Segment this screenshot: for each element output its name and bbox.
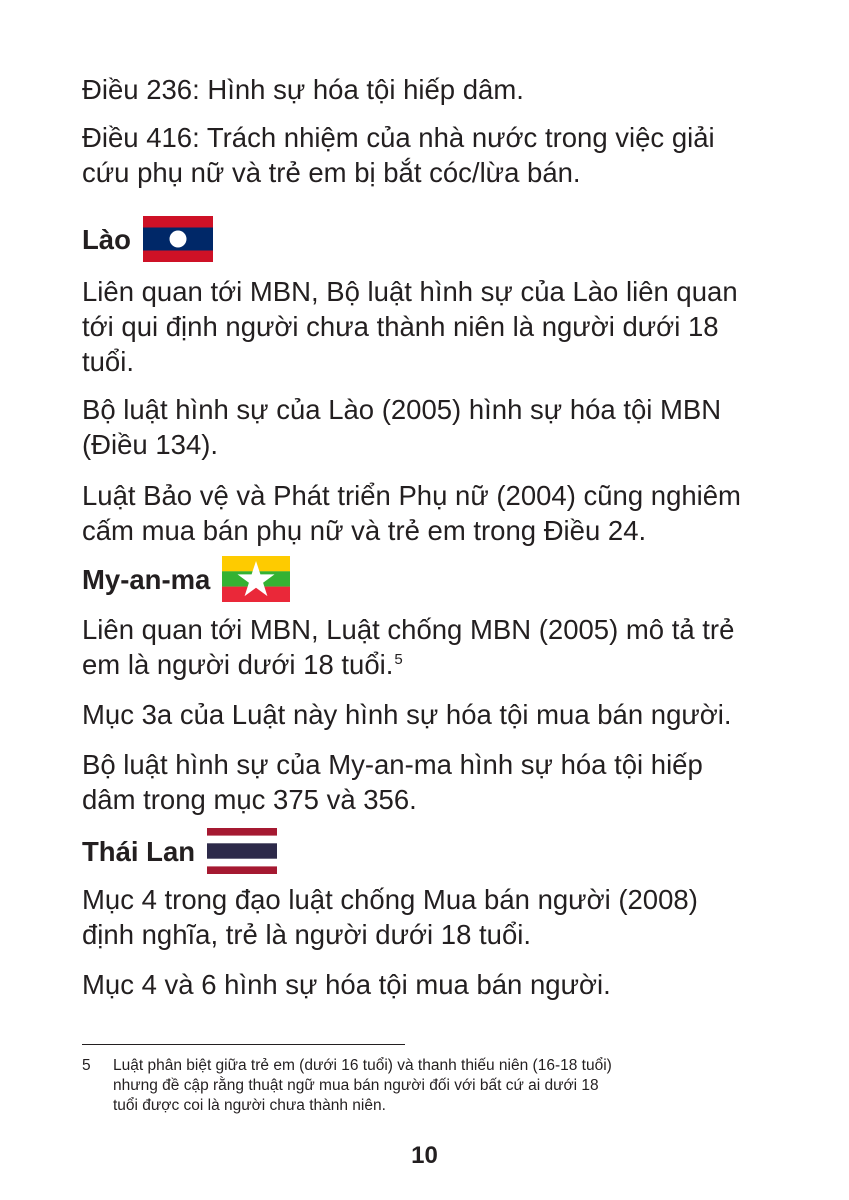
laos-p3-line-2: cấm mua bán phụ nữ và trẻ em trong Điều 24. xyxy=(82,515,647,546)
thailand-paragraph-1 xyxy=(82,882,782,952)
thailand-flag-icon xyxy=(207,828,277,874)
thailand-p1-line-2: định nghĩa, trẻ là người dưới 18 tuổi. xyxy=(82,919,531,950)
laos-p2-line-1: Bộ luật hình sự của Lào (2005) hình sự hóa tội MBN xyxy=(82,394,722,425)
footnote-line-1: Luật phân biệt giữa trẻ em (dưới 16 tuổi) và thanh thiếu niên (16-18 tuổi) xyxy=(113,1057,612,1074)
myanmar-p1-line-1: Liên quan tới MBN, Luật chống MBN (2005) mô tả trẻ xyxy=(82,614,735,645)
laos-p2-line-2: (Điều 134). xyxy=(82,429,219,460)
laos-paragraph-2 xyxy=(82,392,782,462)
article-416-paragraph xyxy=(82,120,782,190)
myanmar-p1-line-2: em là người dưới 18 tuổi. xyxy=(82,649,394,680)
laos-p3-line-1: Luật Bảo vệ và Phát triển Phụ nữ (2004) cũng nghiêm xyxy=(82,480,741,511)
article-416-line-1: Điều 416: Trách nhiệm của nhà nước trong việc giải xyxy=(82,122,715,153)
article-236-paragraph xyxy=(82,72,782,107)
article-236-text: Điều 236: Hình sự hóa tội hiếp dâm. xyxy=(82,74,524,105)
laos-paragraph-3 xyxy=(82,478,782,548)
myanmar-heading xyxy=(82,556,290,602)
myanmar-p3-line-2: dâm trong mục 375 và 356. xyxy=(82,784,417,815)
myanmar-p2-text: Mục 3a của Luật này hình sự hóa tội mua bán người. xyxy=(82,699,732,730)
laos-p1-line-1: Liên quan tới MBN, Bộ luật hình sự của Lào liên quan xyxy=(82,276,738,307)
myanmar-paragraph-3 xyxy=(82,747,782,817)
footnote-reference: 5 xyxy=(394,651,403,668)
laos-flag-icon xyxy=(143,216,213,262)
article-416-line-2: cứu phụ nữ và trẻ em bị bắt cóc/lừa bán. xyxy=(82,157,581,188)
thailand-p1-line-1: Mục 4 trong đạo luật chống Mua bán người (2008) xyxy=(82,884,698,915)
laos-heading xyxy=(82,216,213,262)
footnote-line-2: nhưng đề cập rằng thuật ngữ mua bán người đối với bất cứ ai dưới 18 xyxy=(113,1077,599,1094)
thailand-paragraph-2 xyxy=(82,967,782,1002)
thailand-p2-text: Mục 4 và 6 hình sự hóa tội mua bán người. xyxy=(82,969,611,1000)
footnote-line-3: tuổi được coi là người chưa thành niên. xyxy=(113,1097,386,1114)
thailand-heading xyxy=(82,828,277,874)
laos-p1-line-2: tới qui định người chưa thành niên là người dưới 18 xyxy=(82,311,719,342)
myanmar-p3-line-1: Bộ luật hình sự của My-an-ma hình sự hóa tội hiếp xyxy=(82,749,703,780)
thailand-heading-text: Thái Lan xyxy=(82,835,196,867)
myanmar-flag-icon xyxy=(222,556,290,602)
myanmar-heading-text: My-an-ma xyxy=(82,563,211,595)
footnote-separator xyxy=(82,1044,405,1045)
myanmar-paragraph-1 xyxy=(82,612,782,682)
laos-heading-text: Lào xyxy=(82,223,131,255)
laos-paragraph-1 xyxy=(82,274,782,379)
footnote xyxy=(82,1056,772,1116)
footnote-number: 5 xyxy=(82,1057,91,1074)
laos-p1-line-3: tuổi. xyxy=(82,346,134,377)
myanmar-paragraph-2 xyxy=(82,697,782,732)
footnote-text xyxy=(113,1056,772,1116)
page-number: 10 xyxy=(411,1142,438,1169)
